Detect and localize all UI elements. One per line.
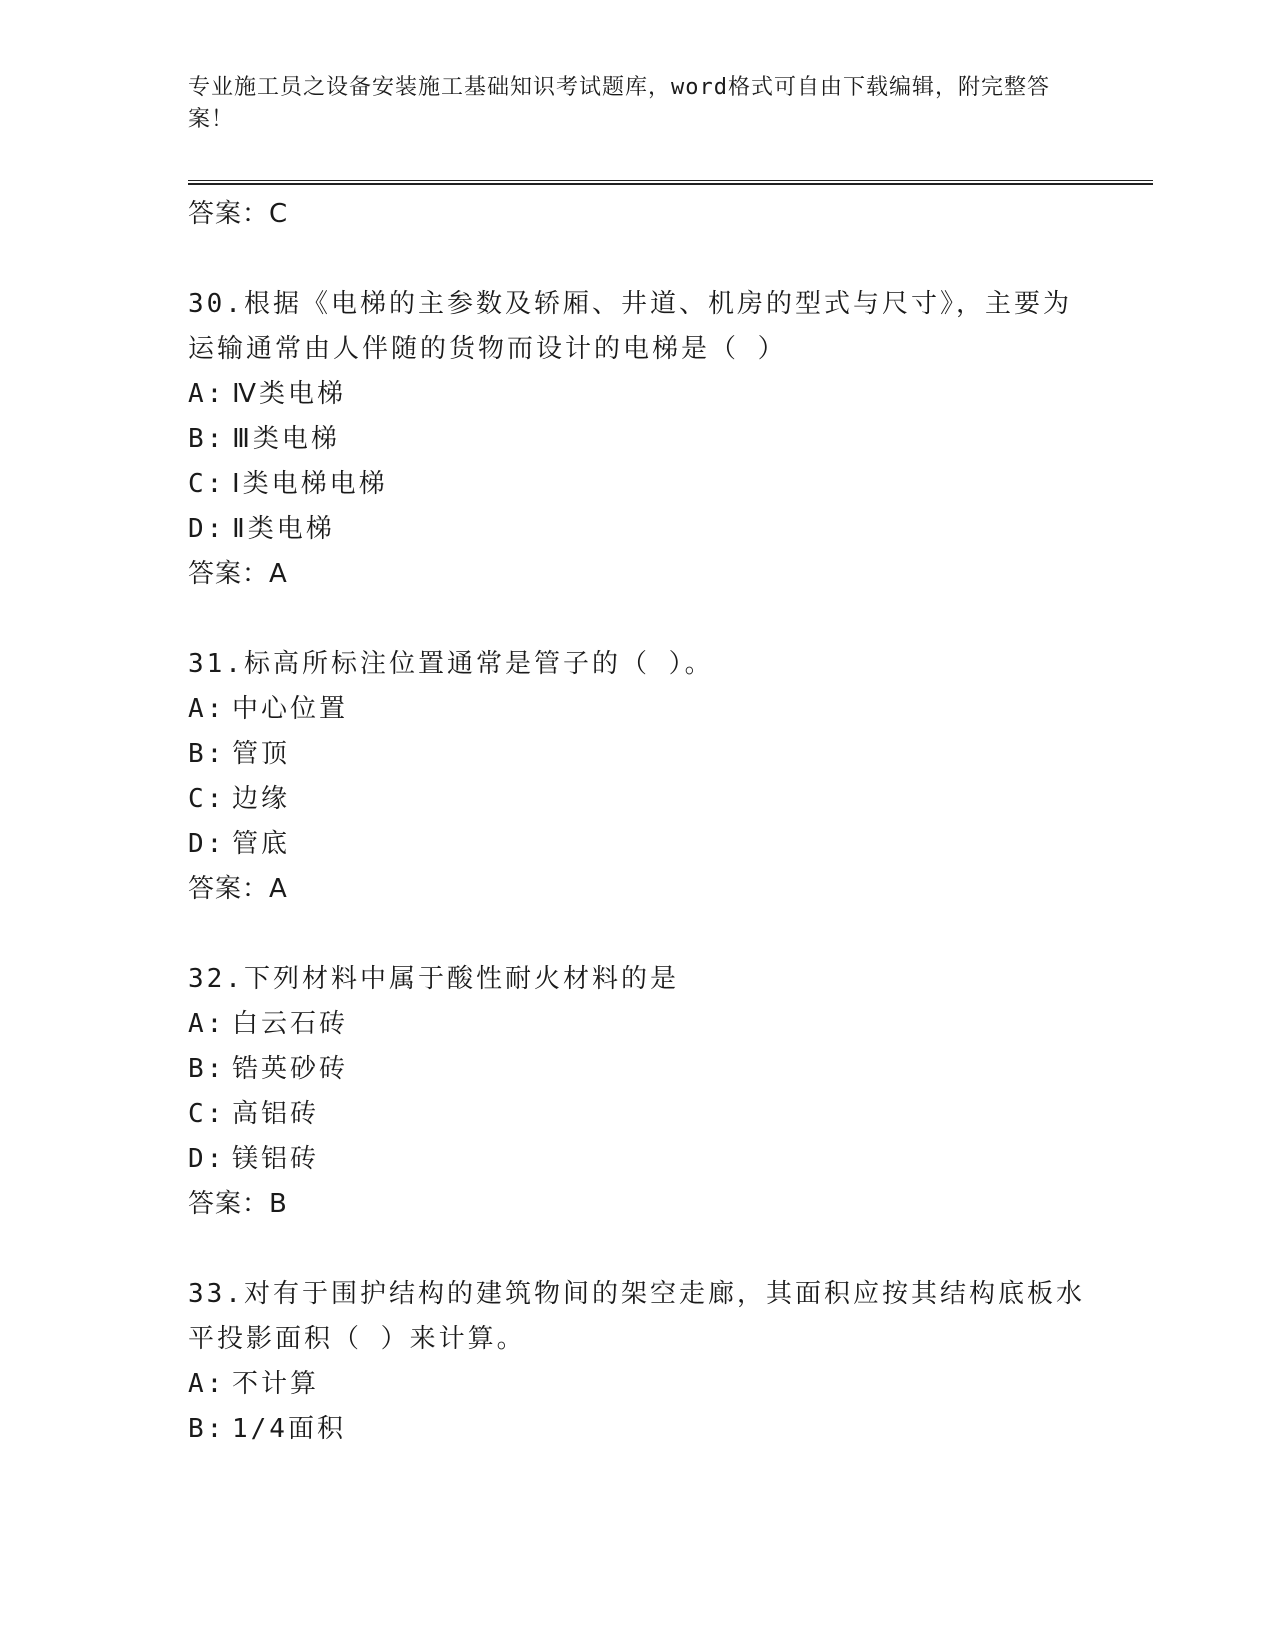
question-stem: 33.对有于围护结构的建筑物间的架空走廊，其面积应按其结构底板水平投影面积（ ）来计算。: [188, 1279, 1085, 1354]
option-c: [188, 462, 1088, 507]
header-divider: [188, 180, 1153, 185]
question-stem: 31.标高所标注位置通常是管子的（ ）。: [188, 649, 714, 679]
option-c: [188, 1092, 1088, 1137]
option-text: 高铝砖: [232, 1099, 320, 1129]
option-key: C:: [188, 1099, 226, 1129]
option-b: [188, 417, 1088, 462]
option-key: A:: [188, 379, 226, 409]
option-key: B:: [188, 739, 226, 769]
option-d: [188, 507, 1088, 552]
question-stem: 30.根据《电梯的主参数及轿厢、井道、机房的型式与尺寸》，主要为运输通常由人伴随的货物而设计的电梯是（ ）: [188, 289, 1072, 364]
option-a: [188, 687, 1088, 732]
answer-line: 答案：C: [188, 199, 289, 229]
option-text: Ⅳ类电梯: [232, 379, 346, 409]
question-block: [188, 1272, 1088, 1452]
option-text: 中心位置: [232, 694, 349, 724]
option-key: C:: [188, 469, 226, 499]
option-key: D:: [188, 1144, 226, 1174]
spacer: [188, 237, 1088, 282]
answer-line: 答案：A: [188, 874, 288, 904]
option-a: [188, 1002, 1088, 1047]
option-text: Ⅲ类电梯: [232, 424, 340, 454]
option-text: 不计算: [232, 1369, 320, 1399]
option-key: A:: [188, 1369, 226, 1399]
answer-line: 答案：A: [188, 559, 288, 589]
option-text: Ⅱ类电梯: [232, 514, 335, 544]
question-block: [188, 282, 1088, 597]
option-b: [188, 732, 1088, 777]
spacer: [188, 1227, 1088, 1272]
answer-line: 答案：B: [188, 1189, 288, 1219]
option-text: 镁铝砖: [232, 1144, 320, 1174]
option-d: [188, 1137, 1088, 1182]
option-key: A:: [188, 694, 226, 724]
question-block: [188, 642, 1088, 912]
option-text: 管底: [232, 829, 291, 859]
option-text: 1/4面积: [232, 1414, 346, 1444]
option-key: B:: [188, 1414, 226, 1444]
option-a: [188, 1362, 1088, 1407]
spacer: [188, 912, 1088, 957]
page-header-text: 专业施工员之设备安装施工基础知识考试题库，word格式可自由下载编辑，附完整答案！: [188, 75, 1050, 132]
option-text: 边缘: [232, 784, 291, 814]
option-a: [188, 372, 1088, 417]
option-key: D:: [188, 514, 226, 544]
option-c: [188, 777, 1088, 822]
option-b: [188, 1407, 1088, 1452]
option-b: [188, 1047, 1088, 1092]
option-key: B:: [188, 424, 226, 454]
option-text: Ⅰ类电梯电梯: [232, 469, 388, 499]
option-key: C:: [188, 784, 226, 814]
question-list: [188, 192, 1088, 1452]
spacer: [188, 597, 1088, 642]
question-stem: 32.下列材料中属于酸性耐火材料的是: [188, 964, 679, 994]
option-text: 锆英砂砖: [232, 1054, 349, 1084]
option-key: B:: [188, 1054, 226, 1084]
question-block: [188, 957, 1088, 1227]
option-key: D:: [188, 829, 226, 859]
option-d: [188, 822, 1088, 867]
option-text: 管顶: [232, 739, 291, 769]
option-text: 白云石砖: [232, 1009, 349, 1039]
option-key: A:: [188, 1009, 226, 1039]
